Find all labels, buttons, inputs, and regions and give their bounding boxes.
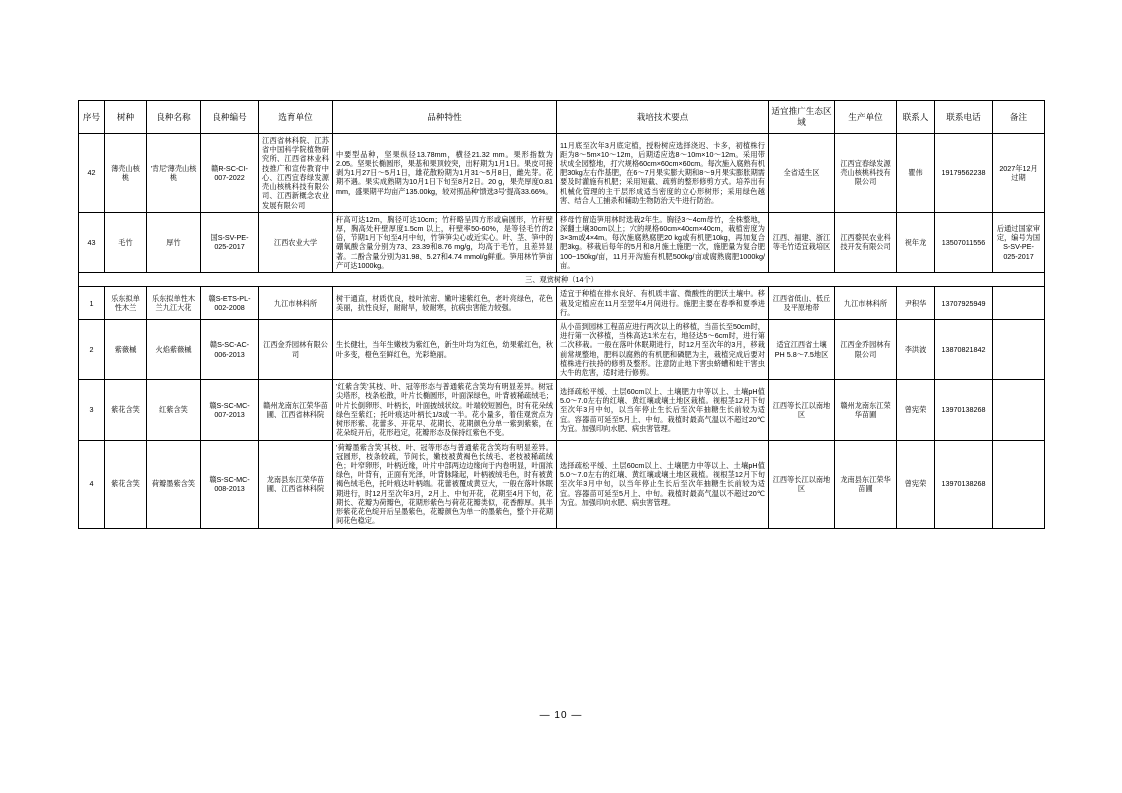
cell-species: 乐东拟单性木兰	[105, 287, 147, 320]
cell-phone: 13707925949	[935, 287, 993, 320]
cell-cultivation: 从小苗到园林工程苗应进行两次以上的移植，当苗长至50cm时，进行第一次移植，当株高达1米左右，地径达5～6cm时，进行第二次移栽。一般在落叶休眠期进行，时12月至次年的3月，移栽前常规整地，肥料以腐熟的有机肥和磷肥为主，栽植完成后要对植株进行扶持的修剪及整形。注意防止地下害虫蛴螬和蛀干害虫大牛的危害，适时进行修剪。	[557, 319, 769, 379]
section-label: 三、观赏树种（14个）	[79, 273, 1045, 287]
cell-cultivar-name: 红紫含笑	[147, 380, 201, 440]
cell-breeding-unit: 九江市林科所	[259, 287, 333, 320]
cell-phone: 13507011556	[935, 212, 993, 272]
table-row	[79, 440, 1045, 528]
cell-cultivar-name: 火焰紫薇槭	[147, 319, 201, 379]
cell-no: 4	[79, 440, 105, 528]
col-header-remark: 备注	[993, 101, 1045, 134]
cell-traits: '荷瓣墨紫含笑'其枝、叶、冠等形态与普通紫花含笑均有明显差异。冠圆形，枝条较疏，节间长，嫩枝被黄褐色长绒毛、老枝被稀疏绒色；叶窄卵形，叶柄近缘，叶片中部两边边缘向于内卷明显，叶面浓绿色，叶背有，正面有光泽，叶背脉隆起，叶柄被绒毛色，时有被黄褐色绒毛色，托叶痕达叶柄端。花蕾被覆成黄豆大，一般在落叶休眠期进行，时12月至次年3月，2月上、中旬开花，花期至4月下旬，花期长、花瓣为荷瓣色，花期形紫色与荷花花瓣类似，花香醇厚。具半形紫花花色绽开后呈墨紫色，花瓣颜色为单一的墨紫色，整个开花期间花色稳定。	[333, 440, 557, 528]
cell-traits: 树干通直，材质优良，枝叶浓密、嫩叶速紫红色，老叶亮绿色，花色美丽，抗性良好，耐耐旱，较耐寒，抗病虫害能力较强。	[333, 287, 557, 320]
cell-contact: 曾宪荣	[897, 440, 935, 528]
cell-no: 1	[79, 287, 105, 320]
cell-breeding-unit: 江西金乔园林有限公司	[259, 319, 333, 379]
col-header-no: 序号	[79, 101, 105, 134]
cell-phone: 13970138268	[935, 380, 993, 440]
cell-species: 紫花含笑	[105, 380, 147, 440]
cell-phone: 19179562238	[935, 134, 993, 213]
cell-remark: 2027年12月过期	[993, 134, 1045, 213]
cell-cultivation: 选择疏松平缓、土层60cm以上、土壤肥力中等以上、土壤pH值5.0～7.0左右的红壤、黄红壤或壤土地区栽植。视根茎12月下旬至次年3月中旬，以当年停止生长后至次年抽糖生长前较为适宜。容器苗可延至5月上、中旬。栽植时最高气温以不超过20℃为宜。加强印向水肥、病虫害管理。	[557, 440, 769, 528]
col-header-contact: 联系人	[897, 101, 935, 134]
cell-species: 薄壳山核桃	[105, 134, 147, 213]
cell-remark	[993, 440, 1045, 528]
cell-contact: 李洪波	[897, 319, 935, 379]
cell-cultivar-name: 厚竹	[147, 212, 201, 272]
cell-producer: 江西婺民农业科技开发有限公司	[835, 212, 897, 272]
col-header-cultivar-code: 良种编号	[201, 101, 259, 134]
cell-cultivar-code: 赣S-SC-MC-008-2013	[201, 440, 259, 528]
table-row	[79, 319, 1045, 379]
cell-traits: 秆高可达12m，胸径可达10cm；竹秆略呈四方形或扁圆形，竹秆壁厚，胸高处秆壁厚度1.5cm 以上，秆壁率50-60%，是等径毛竹的2倍，节期1月下旬至4月中旬，竹笋笋尖心或近实心。叶、茎、笋中的硼氧酸含量分别为73、23.39和8.76 mg/g，均高于毛竹，且差异显著。二酚含量分别为31.98、5.27和4.74 mmol/g鲜重。笋用林竹笋亩产可达1000kg。	[333, 212, 557, 272]
cell-cultivar-code: 赣S-SC-AC-006-2013	[201, 319, 259, 379]
col-header-cultivation: 栽培技术要点	[557, 101, 769, 134]
section-header-row	[79, 273, 1045, 287]
cell-cultivar-name: '肯尼'薄壳山核桃	[147, 134, 201, 213]
cell-no: 3	[79, 380, 105, 440]
cell-region: 适宜江西省土壤PH 5.8～7.5地区	[769, 319, 835, 379]
cell-producer: 江西宜春绿发源壳山核桃科技有限公司	[835, 134, 897, 213]
cell-producer: 赣州龙南东江荣华苗圃	[835, 380, 897, 440]
col-header-phone: 联系电话	[935, 101, 993, 134]
cell-region: 江西等长江以南地区	[769, 440, 835, 528]
cell-phone: 13870821842	[935, 319, 993, 379]
cell-breeding-unit: 赣州龙南东江荣华苗圃、江西省林科院	[259, 380, 333, 440]
cell-cultivar-code: 赣S-SC-MC-007-2013	[201, 380, 259, 440]
cell-cultivar-code: 国S-SV-PE-025-2017	[201, 212, 259, 272]
cell-cultivar-name: 乐东拟单性木兰九江大花	[147, 287, 201, 320]
cell-contact: 瞿伟	[897, 134, 935, 213]
cell-traits: 生长健壮，当年生嫩枝为紫红色，新生叶均为红色，幼果紫红色，秋叶多变，橙色至鲜红色，光彩艳丽。	[333, 319, 557, 379]
cell-phone: 13970138268	[935, 440, 993, 528]
col-header-breeding-unit: 选育单位	[259, 101, 333, 134]
cell-breeding-unit: 龙南县东江荣华苗圃、江西省林科院	[259, 440, 333, 528]
col-header-traits: 品种特性	[333, 101, 557, 134]
cell-remark	[993, 380, 1045, 440]
page-number: — 10 —	[539, 710, 583, 721]
cell-cultivar-code: 赣R-SC-CI-007-2022	[201, 134, 259, 213]
cell-contact: 祝年龙	[897, 212, 935, 272]
table-row	[79, 287, 1045, 320]
cell-breeding-unit: 江西农业大学	[259, 212, 333, 272]
cell-species: 毛竹	[105, 212, 147, 272]
cell-region: 江西、福建、浙江等毛竹适宜栽培区	[769, 212, 835, 272]
cell-cultivation: 11月底至次年3月底定植，授粉树应选择浇迟、卡多，初植株行距为8～5m×10～12m，后期适应选8～10m×10～12m。采用带状成全园整地，打穴规格60cm×60cm×60cm。每次施入腐熟有机肥30kg左右作基肥，在6～7月果实膨大期和8～9月果实膨胀期需要及时灌施有机肥；采用短截、疏剪的整形修剪方式。培养出有机械化管理的主干层形成适当密度的立心形树形；采用绿色越害、结合人工捕杀和辅助生物防治天牛进行防治。	[557, 134, 769, 213]
table-row	[79, 380, 1045, 440]
cell-contact: 尹积华	[897, 287, 935, 320]
cell-no: 43	[79, 212, 105, 272]
cell-region: 江西省低山、低丘及平原地带	[769, 287, 835, 320]
cultivar-table	[78, 100, 1045, 529]
cell-traits: '红紫含笑'其枝、叶、冠等形态与普通紫花含笑均有明显差异。树冠尖塔形，枝条松散，叶片长椭圆形，叶面深绿色，叶背被稀疏绒毛；叶片长倒卵形、叶柄长，叶面披绒状纹。叶端较短圆色，时有花朵绒绿色至紫红；托叶痕达叶柄长1/3或一半。花小量多，着佳观赏点为树形形紫、花蕾多、开花早、花期长、花期颜色分单一紫到紫紫，在花朵绽开后，花形趋定，花瓣形态及保持红紫色不变。	[333, 380, 557, 440]
cell-remark: 后通过国家审定，编号为国S-SV-PE-025-2017	[993, 212, 1045, 272]
cell-region: 江西等长江以南地区	[769, 380, 835, 440]
cell-no: 42	[79, 134, 105, 213]
cell-breeding-unit: 江西省林科院、江苏省中国科学院植物研究所、江西省林业科技推广和宣传教育中心、江西宜春绿发源壳山核桃科技有限公司、江西新概念农业发展有限公司	[259, 134, 333, 213]
cell-cultivation: 适宜于种植在排水良好、有机质丰富、微酸性的肥沃土壤中。移栽及定植应在11月至翌年4月间进行。施肥主要在春季和夏季进行。	[557, 287, 769, 320]
cell-region: 全省适生区	[769, 134, 835, 213]
cell-cultivar-code: 赣S-ETS-PL-002-2008	[201, 287, 259, 320]
col-header-species: 树种	[105, 101, 147, 134]
cell-species: 紫花含笑	[105, 440, 147, 528]
col-header-region: 适宜推广生态区域	[769, 101, 835, 134]
cell-producer: 龙南县东江荣华苗圃	[835, 440, 897, 528]
cell-cultivation: 移母竹留造笋用林时选栽2年生。胸径3～4cm母竹，全株整地，深翻土壤30cm以上；穴的规格60cm×40cm×40cm，栽植密度为3×3m或4×4m。每次施腐熟腐肥20 kg或有机肥10kg，再加复合肥3kg。移栽后每年的5月和8月施土施肥一次，施肥量为复合肥100~150kg/亩，11月开沟施有机肥500kg/亩或腐熟腐肥1000kg/亩。	[557, 212, 769, 272]
cell-cultivation: 选择疏松平缓、土层60cm以上、土壤肥力中等以上、土壤pH值5.0～7.0左右的红壤、黄红壤或壤土地区栽植。视根茎12月下旬至次年3月中旬，以当年停止生长后至次年抽糖生长前较为适宜。容器苗可延至5月上、中旬。栽植时最高气温以不超过20℃为宜。加强印向水肥、病虫害管理。	[557, 380, 769, 440]
cell-species: 紫薇槭	[105, 319, 147, 379]
col-header-cultivar-name: 良种名称	[147, 101, 201, 134]
table-header-row	[79, 101, 1045, 134]
cell-cultivar-name: 荷瓣墨紫含笑	[147, 440, 201, 528]
table-row	[79, 212, 1045, 272]
cell-remark	[993, 319, 1045, 379]
cell-remark	[993, 287, 1045, 320]
cell-traits: 中要型品种，坚果纵径13.78mm，横径21.32 mm。果形指数为2.05。坚果长椭圆形，果基和果顶较突，出籽期为1月1日。果皮可接剥为1月27日～5月1日，雄花散粉期为1月31～5月8日，雌先芽。花期不遇。果实成熟期为10月1日下旬至8月2日。20 g，果壳厚度0.81 mm，盛果期平均亩产135.00kg，较对照品种'馈选3号'提高33.66%。	[333, 134, 557, 213]
col-header-producer: 生产单位	[835, 101, 897, 134]
cell-no: 2	[79, 319, 105, 379]
cell-contact: 曾宪荣	[897, 380, 935, 440]
cell-producer: 九江市林科所	[835, 287, 897, 320]
table-row	[79, 134, 1045, 213]
cell-producer: 江西金乔园林有限公司	[835, 319, 897, 379]
